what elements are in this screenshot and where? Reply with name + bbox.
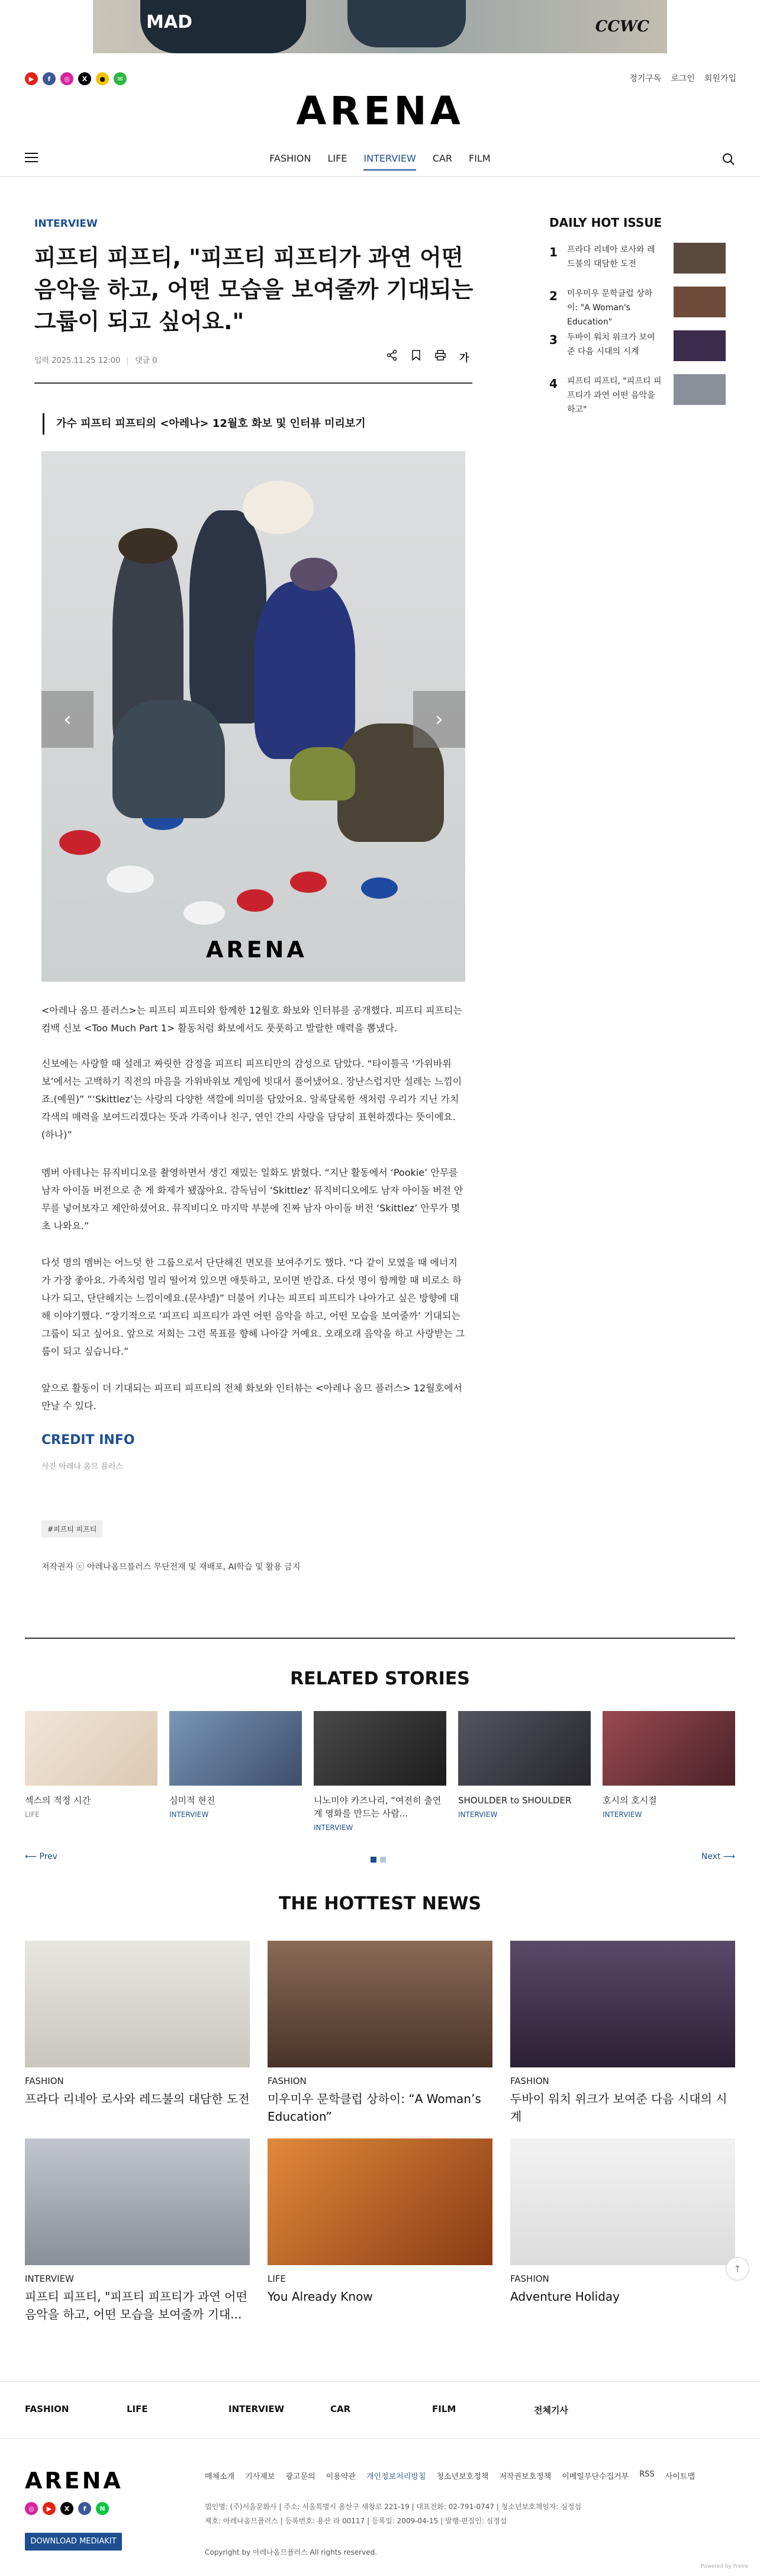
article-date: 입력 2025.11.25 12:00 [34, 356, 121, 365]
related-card-image [458, 1711, 591, 1786]
nav-film[interactable]: FILM [469, 153, 491, 164]
footer-nav [25, 2404, 636, 2416]
related-card[interactable] [25, 1711, 157, 1819]
nav-fashion[interactable]: FASHION [269, 153, 311, 164]
article-comments[interactable]: 댓글 0 [134, 356, 157, 365]
hottest-card-category: LIFE [268, 2273, 286, 2284]
hottest-card-title: 프라다 리네아 로사와 레드불의 대담한 도전 [25, 2092, 250, 2106]
article-subhead: 가수 피프티 피프티의 <아레나> 12월호 화보 및 인터뷰 미리보기 [43, 413, 366, 435]
facebook-icon[interactable]: f [78, 2502, 91, 2515]
credit-text: 사진 아레나 옴므 플러스 [41, 1462, 123, 1471]
footer-link[interactable]: 사이트맵 [665, 2472, 695, 2481]
cap [290, 558, 337, 591]
hot-issue-text: 프라다 리네아 로사와 레드불의 대담한 도전 [567, 245, 655, 269]
x-icon[interactable]: X [78, 72, 91, 85]
x-icon[interactable]: X [60, 2502, 73, 2515]
photo-next-button[interactable] [413, 691, 465, 748]
hot-issue-number: 1 [549, 245, 558, 259]
related-card-title: SHOULDER to SHOULDER [458, 1795, 572, 1806]
footer-link[interactable]: RSS [639, 2470, 655, 2479]
bookmark-icon[interactable] [411, 349, 421, 361]
related-card-title: 호시의 호시절 [603, 1795, 657, 1806]
footer-link[interactable]: 이용약관 [326, 2472, 356, 2481]
footer-link[interactable]: 저작권보호정책 [499, 2472, 552, 2481]
related-card[interactable] [458, 1711, 591, 1819]
floor-dot [107, 866, 154, 893]
related-card-title: 심미적 현진 [169, 1795, 215, 1806]
hot-issue-number: 2 [549, 289, 558, 303]
article-category[interactable]: INTERVIEW [34, 218, 98, 230]
top-links [629, 72, 736, 84]
footer-links [205, 2470, 695, 2481]
nav-divider [0, 176, 760, 177]
footer-link-privacy[interactable]: 개인정보처리방침 [366, 2472, 426, 2481]
article-paragraph: 멤버 아테나는 뮤직비디오를 촬영하면서 생긴 재밌는 일화도 밝혔다. “지난 활동에서 ‘Pookie’ 안무를 남자 아이돌 버전으로 춘 게 화제가 됐잖아요. 감독님이 ‘Skittlez’ 뮤직비디오에도 남자 아이돌 버전 안무를 넣어보자고 제안하셨어요. 뮤직비디오 마지막 부분에 진짜 남자 아이돌 버전 ‘Skittlez’ 안무가 몇 초 나와요.” [41, 1167, 463, 1231]
footer-social-icons [25, 2502, 109, 2515]
related-card-category: LIFE [25, 1810, 40, 1819]
banner-brand-text: CCWC [595, 18, 649, 36]
related-stories-title: RELATED STORIES [290, 1668, 470, 1689]
next-label: Next [701, 1852, 721, 1861]
related-card-image [314, 1711, 446, 1786]
download-mediakit-button[interactable]: DOWNLOAD MEDIAKIT [25, 2533, 122, 2551]
footer-nav-fashion[interactable]: FASHION [25, 2404, 69, 2414]
daily-hot-issue-title: DAILY HOT ISSUE [549, 216, 662, 230]
hot-issue-thumbnail [674, 330, 726, 361]
hot-issue-item[interactable] [549, 374, 739, 414]
instagram-icon[interactable]: ◎ [60, 72, 73, 85]
main-nav [0, 147, 760, 171]
hottest-card-category: FASHION [25, 2076, 64, 2086]
footer-nav-life[interactable]: LIFE [127, 2404, 148, 2414]
related-card-image [25, 1711, 157, 1786]
related-card[interactable] [603, 1711, 735, 1819]
hot-issue-item[interactable] [549, 330, 739, 366]
photo-logo: ARENA [206, 937, 307, 963]
article-paragraph: 다섯 명의 멤버는 어느덧 한 그룹으로서 단단해진 면모를 보여주기도 했다. “다 같이 모였을 때 에너지가 가장 좋아요. 가족처럼 멀리 떨어져 있으면 애틋하고, 모이면 반갑죠. 다섯 명이 함께할 때 비로소 하나가 되고, 단단해지는 느낌이에요.(문샤넬)” 더불어 키나는 피프티 피프티가 나아가고 싶은 방향에 대해 이야기했다. “장기적으로 ‘피프티 피프티가 과연 어떤 음악을 하고, 어떤 모습을 보여줄까’ 기대되는 그룹이 되고 싶어요. 앞으로 저희는 그런 목표를 향해 나아갈 거예요. 오래오래 음악을 하고 사랑받는 그룹이 되고 싶습니다.” [41, 1257, 465, 1357]
naver-icon[interactable]: N [96, 2502, 109, 2515]
facebook-icon[interactable]: f [43, 72, 56, 85]
footer-company-info [205, 2500, 581, 2528]
print-icon[interactable] [434, 349, 446, 361]
social-icons [25, 72, 127, 85]
related-next-button[interactable] [701, 1852, 735, 1861]
hot-issue-item[interactable] [549, 287, 739, 327]
pagination-dot-active[interactable] [371, 1857, 376, 1863]
hottest-card-image [268, 1941, 492, 2067]
chevron-left-icon: ‹ [63, 707, 72, 731]
footer-link[interactable]: 청소년보호정책 [436, 2472, 489, 2481]
hottest-card-category: FASHION [268, 2076, 307, 2086]
footer-link[interactable]: 매체소개 [205, 2472, 235, 2481]
person-figure [255, 581, 355, 759]
hottest-card-image [510, 1941, 735, 2067]
related-card-image [169, 1711, 302, 1786]
related-card[interactable] [314, 1711, 446, 1832]
hottest-card-category: INTERVIEW [25, 2273, 74, 2284]
article-tools [386, 349, 469, 364]
share-icon[interactable] [386, 349, 398, 361]
arrow-up-icon: ↑ [733, 2263, 742, 2275]
related-card-category: INTERVIEW [458, 1810, 498, 1819]
hot-issue-text: 피프티 피프티, "피프티 피프티가 과연 어떤 음악을 하고" [567, 377, 662, 414]
hottest-card-image [510, 2138, 735, 2265]
article-tag[interactable]: #피프티 피프티 [41, 1520, 102, 1538]
hottest-card-image [25, 1941, 250, 2067]
hot-issue-thumbnail [674, 287, 726, 317]
hottest-card-title: 피프티 피프티, "피프티 피프티가 과연 어떤 음악을 하고, 어떤 모습을 보여줄까 기대... [25, 2289, 247, 2321]
article-paragraph: <아레나 옴므 플러스>는 피프티 피프티와 함께한 12월호 화보와 인터뷰를 공개했다. 피프티 피프티는 컴백 신보 <Too Much Part 1> 활동처럼 화보에서도 풋풋하고 발랄한 매력을 뽐냈다. [41, 1005, 462, 1034]
hottest-card[interactable] [25, 1941, 250, 2125]
photo-prev-button[interactable] [41, 691, 94, 748]
footer-copyright: Copyright by 아레나옴므플러스 All rights reserved. [205, 2548, 378, 2556]
article-end-rule [25, 1638, 735, 1639]
article-paragraph: 신보에는 사랑할 때 설레고 짜릿한 감정을 피프티 피프티만의 감성으로 담았다. “타이틀곡 ‘가위바위보’에서는 고백하기 직전의 마음을 가위바위보 게임에 빗대서 풀어냈어요. 장난스럽지만 설레는 느낌이죠.(예원)” “‘Skittlez’는 사랑의 다양한 색깔에 의미를 담았어요. 알록달록한 색처럼 우리가 지닌 가치각색의 매력을 보여드리겠다는 뜻과 가족이나 친구, 연인 간의 사랑을 담당히 표현하겠다는 뜻이에요.(하나)” [41, 1058, 462, 1140]
footer-nav-film[interactable]: FILM [432, 2404, 456, 2414]
nav-interview[interactable]: INTERVIEW [363, 147, 416, 171]
nav-life[interactable]: LIFE [327, 153, 347, 164]
hottest-card[interactable] [25, 2138, 250, 2323]
floor-dot [237, 889, 273, 912]
hottest-card-category: FASHION [510, 2273, 549, 2284]
footer-logo[interactable]: ARENA [25, 2468, 123, 2494]
site-logo[interactable]: ARENA [296, 88, 464, 134]
kakaostory-icon[interactable]: ● [96, 72, 109, 85]
hottest-card-title: 미우미우 문학클럽 상하이: “A Woman’s Education” [268, 2092, 481, 2124]
related-pagination [371, 1857, 386, 1863]
footer-link[interactable]: 광고문의 [285, 2472, 315, 2481]
hottest-card[interactable] [268, 2138, 492, 2323]
floor-dot [290, 871, 327, 893]
hottest-card-title: Adventure Holiday [510, 2289, 620, 2304]
related-card-title: 섹스의 적정 시간 [25, 1795, 91, 1806]
article-title: 피프티 피프티, "피프티 피프티가 과연 어떤 음악을 하고, 어떤 모습을 보여줄까 기대되는 그룹이 되고 싶어요." [34, 245, 474, 335]
powered-by: Powered by Freiro [700, 2564, 748, 2569]
related-prev-button[interactable] [25, 1852, 57, 1861]
related-card-title: 니노미야 카즈나리, “여전히 출연계 영화를 만드는 사람... [314, 1795, 442, 1819]
footer-info-line: 제호: 아레나옴므플러스 | 등록번호: 용산 라 00117 | 등록일: 2009-04-15 | 발행·편집인: 심정섭 [205, 2517, 507, 2525]
footer-divider [0, 2438, 760, 2439]
hot-issue-number: 4 [549, 377, 558, 391]
related-card-category: INTERVIEW [169, 1810, 209, 1819]
login-link[interactable]: 로그인 [671, 74, 695, 83]
arrow-right-icon: ⟶ [723, 1852, 735, 1861]
hottest-card[interactable] [510, 2138, 735, 2323]
hot-issue-number: 3 [549, 333, 558, 347]
banner-cap-image-2 [347, 0, 466, 47]
hottest-card-category: FASHION [510, 2076, 549, 2086]
hot-issue-text: 미우미우 문학클럽 상하이: "A Woman's Education" [567, 289, 653, 327]
related-card-category: INTERVIEW [603, 1810, 642, 1819]
nav-car[interactable]: CAR [432, 153, 453, 164]
hottest-card[interactable] [268, 1941, 492, 2125]
top-ad-banner[interactable] [93, 0, 667, 53]
hot-issue-thumbnail [674, 243, 726, 274]
youtube-icon[interactable]: ▶ [25, 72, 38, 85]
hot-issue-item[interactable] [549, 243, 739, 278]
person-figure [112, 700, 225, 818]
article-meta: 입력 2025.11.25 12:00 | 댓글 0 [34, 356, 157, 365]
instagram-icon[interactable]: ◎ [25, 2502, 38, 2515]
article-copyright: 저작권자 ⓒ 아레나옴므플러스 무단전재 및 재배포, AI학습 및 활용 금지 [41, 1562, 301, 1572]
font-size-icon[interactable]: 가 [459, 352, 469, 364]
related-card-image [603, 1711, 735, 1786]
hot-issue-text: 두바이 워치 위크가 보여준 다음 시대의 시계 [567, 333, 655, 356]
hottest-card[interactable] [510, 1941, 735, 2125]
article-photo [41, 451, 465, 982]
fur-hat [243, 481, 314, 534]
article-paragraph: 앞으로 활동이 더 기대되는 피프티 피프티의 전체 화보와 인터뷰는 <아레나 옴므 플러스> 12월호에서 만날 수 있다. [41, 1382, 462, 1411]
footer-nav-interview[interactable]: INTERVIEW [228, 2404, 285, 2414]
cap [118, 528, 178, 564]
footer-nav-car[interactable]: CAR [330, 2404, 351, 2414]
subscribe-link[interactable]: 정기구독 [629, 74, 662, 83]
hottest-card-title: You Already Know [268, 2289, 373, 2304]
hottest-card-image [25, 2138, 250, 2265]
banner-left-text: MAD [146, 12, 192, 33]
search-icon[interactable] [722, 153, 735, 166]
footer-divider [0, 2381, 760, 2382]
skirt [290, 747, 355, 800]
banner-cap-image [140, 0, 306, 53]
related-card[interactable] [169, 1711, 302, 1819]
footer-info-line: 법인명: (주)서울문화사 | 주소: 서울특별시 용산구 새창로 221-19 | 대표전화: 02-791-0747 | 청소년보호책임자: 심정섭 [205, 2503, 582, 2511]
prev-label: Prev [39, 1852, 58, 1861]
pagination-dot[interactable] [380, 1857, 386, 1863]
floor-dot [183, 901, 225, 925]
naver-talk-icon[interactable]: ✉ [114, 72, 127, 85]
hot-issue-thumbnail [674, 374, 726, 405]
hottest-card-title: 두바이 워치 위크가 보여준 다음 시대의 시계 [510, 2092, 727, 2124]
chevron-right-icon: › [435, 707, 443, 731]
youtube-icon[interactable]: ▶ [43, 2502, 56, 2515]
footer-link[interactable]: 이메일무단수집거부 [562, 2472, 629, 2481]
footer-link[interactable]: 기사제보 [245, 2472, 275, 2481]
footer-nav-all[interactable]: 전체기사 [534, 2405, 568, 2416]
related-card-category: INTERVIEW [314, 1824, 353, 1832]
hottest-card-image [268, 2138, 492, 2265]
hottest-news-title: THE HOTTEST NEWS [278, 1893, 482, 1914]
signup-link[interactable]: 회원가입 [704, 74, 736, 83]
article-header-rule [34, 382, 472, 384]
credit-title: CREDIT INFO [41, 1433, 135, 1448]
arrow-left-icon: ⟵ [25, 1852, 37, 1861]
floor-dot [361, 877, 398, 899]
scroll-to-top-button[interactable] [726, 2257, 749, 2281]
floor-dot [59, 830, 101, 855]
